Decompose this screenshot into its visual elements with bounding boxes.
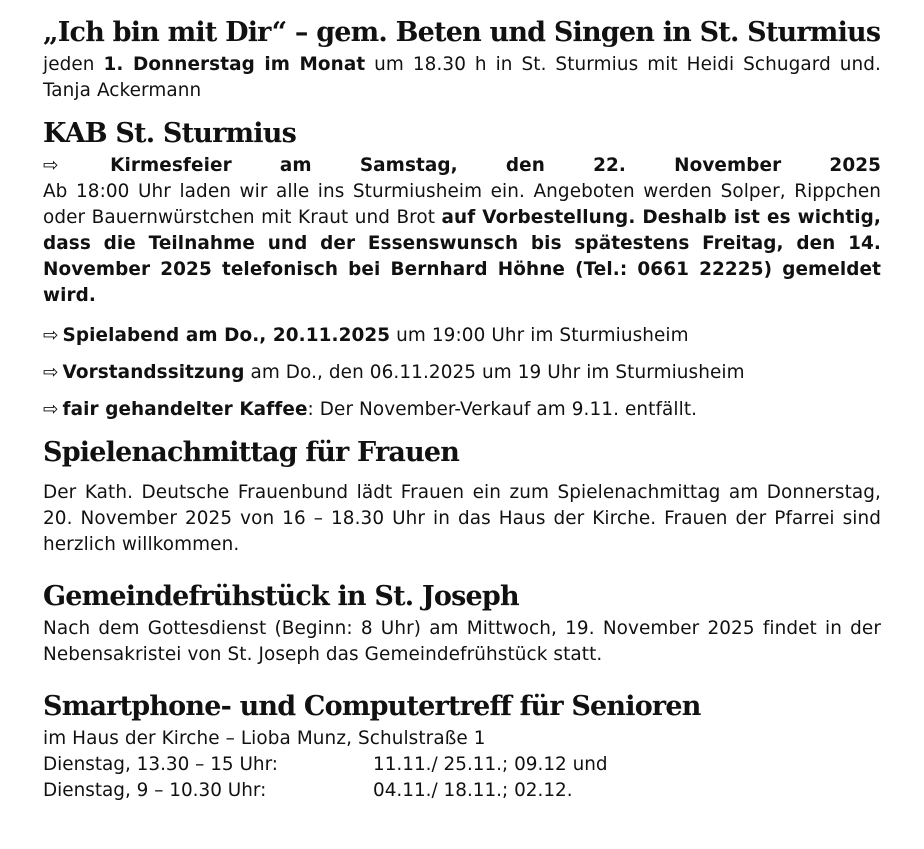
- highlight-text: 1. Donnerstag im Monat: [103, 54, 366, 75]
- section-text: Nach dem Gottesdienst (Beginn: 8 Uhr) am Mittwoch, 19. November 2025 findet in der Nebensakristei von St. Joseph das Gemeindefrühstück statt.: [43, 618, 881, 665]
- kirmes-title-line: [43, 153, 881, 179]
- schedule-row: [43, 778, 881, 804]
- schedule-dates: 11.11./ 25.11.; 09.12 und: [373, 754, 608, 775]
- kab-item-kaffee: [43, 397, 881, 423]
- section-text: [43, 52, 881, 104]
- item-bold: Spielabend am Do., 20.11.2025: [62, 325, 391, 346]
- schedule-row: [43, 752, 881, 778]
- section-heading: KAB St. Sturmius: [43, 118, 296, 149]
- kirmes-title: Kirmesfeier am Samstag, den 22. November 2025: [110, 155, 882, 176]
- arrow-right-icon: ⇨: [43, 399, 59, 420]
- kirmes-text: [43, 179, 881, 309]
- section-kab: [43, 115, 881, 423]
- text-part: um 18.30 h in St. Sturmius mit Heidi Schugard und. Tanja Ackermann: [43, 54, 882, 101]
- item-bold: fair gehandelter Kaffee: [62, 399, 308, 420]
- arrow-right-icon: ⇨: [43, 325, 59, 346]
- item-text: am Do., den 06.11.2025 um 19 Uhr im Sturmiusheim: [244, 362, 745, 383]
- section-heading: Gemeindefrühstück in St. Joseph: [43, 581, 519, 612]
- kab-item-spielabend: [43, 323, 881, 349]
- section-heading: Smartphone- und Computertreff für Senioren: [43, 691, 701, 722]
- arrow-right-icon: ⇨: [43, 362, 59, 383]
- section-text: Der Kath. Deutsche Frauenbund lädt Frauen ein zum Spielenachmittag am Donnerstag, 20. November 2025 von 16 – 18.30 Uhr in das Haus der Kirche. Frauen der Pfarrei sind herzlich willkommen.: [43, 482, 881, 555]
- schedule-label: Dienstag, 13.30 – 15 Uhr:: [43, 754, 279, 775]
- section-spielenachmittag: [43, 434, 881, 558]
- arrow-right-icon: ⇨: [43, 155, 59, 176]
- schedule-dates: 04.11./ 18.11.; 02.12.: [373, 780, 573, 801]
- kirmes-bold-text: auf Vorbestellung. Deshalb ist es wichtig, dass die Teilnahme und der Essenswunsch bis spätestens Freitag, den 14. November 2025 telefonisch bei Bernhard Höhne (Tel.: 0661 22225) gemeldet wird.: [43, 207, 881, 306]
- section-computertreff: [43, 688, 881, 804]
- section-beten-singen: [43, 14, 881, 104]
- schedule-label: Dienstag, 9 – 10.30 Uhr:: [43, 780, 267, 801]
- location-text: im Haus der Kirche – Lioba Munz, Schulstraße 1: [43, 728, 486, 749]
- text-part: jeden: [43, 54, 104, 75]
- kab-item-vorstandssitzung: [43, 360, 881, 386]
- item-bold: Vorstandssitzung: [62, 362, 245, 383]
- item-text: um 19:00 Uhr im Sturmiusheim: [390, 325, 689, 346]
- section-heading: „Ich bin mit Dir“ – gem. Beten und Singen in St. Sturmius: [43, 17, 881, 48]
- item-text: : Der November-Verkauf am 9.11. entfällt.: [307, 399, 698, 420]
- bulletin-page: [43, 14, 881, 804]
- text-part: Ab 18:00 Uhr laden wir alle ins Sturmiusheim ein. Angeboten werden Solper, Rippchen oder Bauernwürstchen mit Kraut und Brot: [43, 181, 881, 228]
- section-gemeindefruehstueck: [43, 578, 881, 668]
- section-heading: Spielenachmittag für Frauen: [43, 437, 460, 468]
